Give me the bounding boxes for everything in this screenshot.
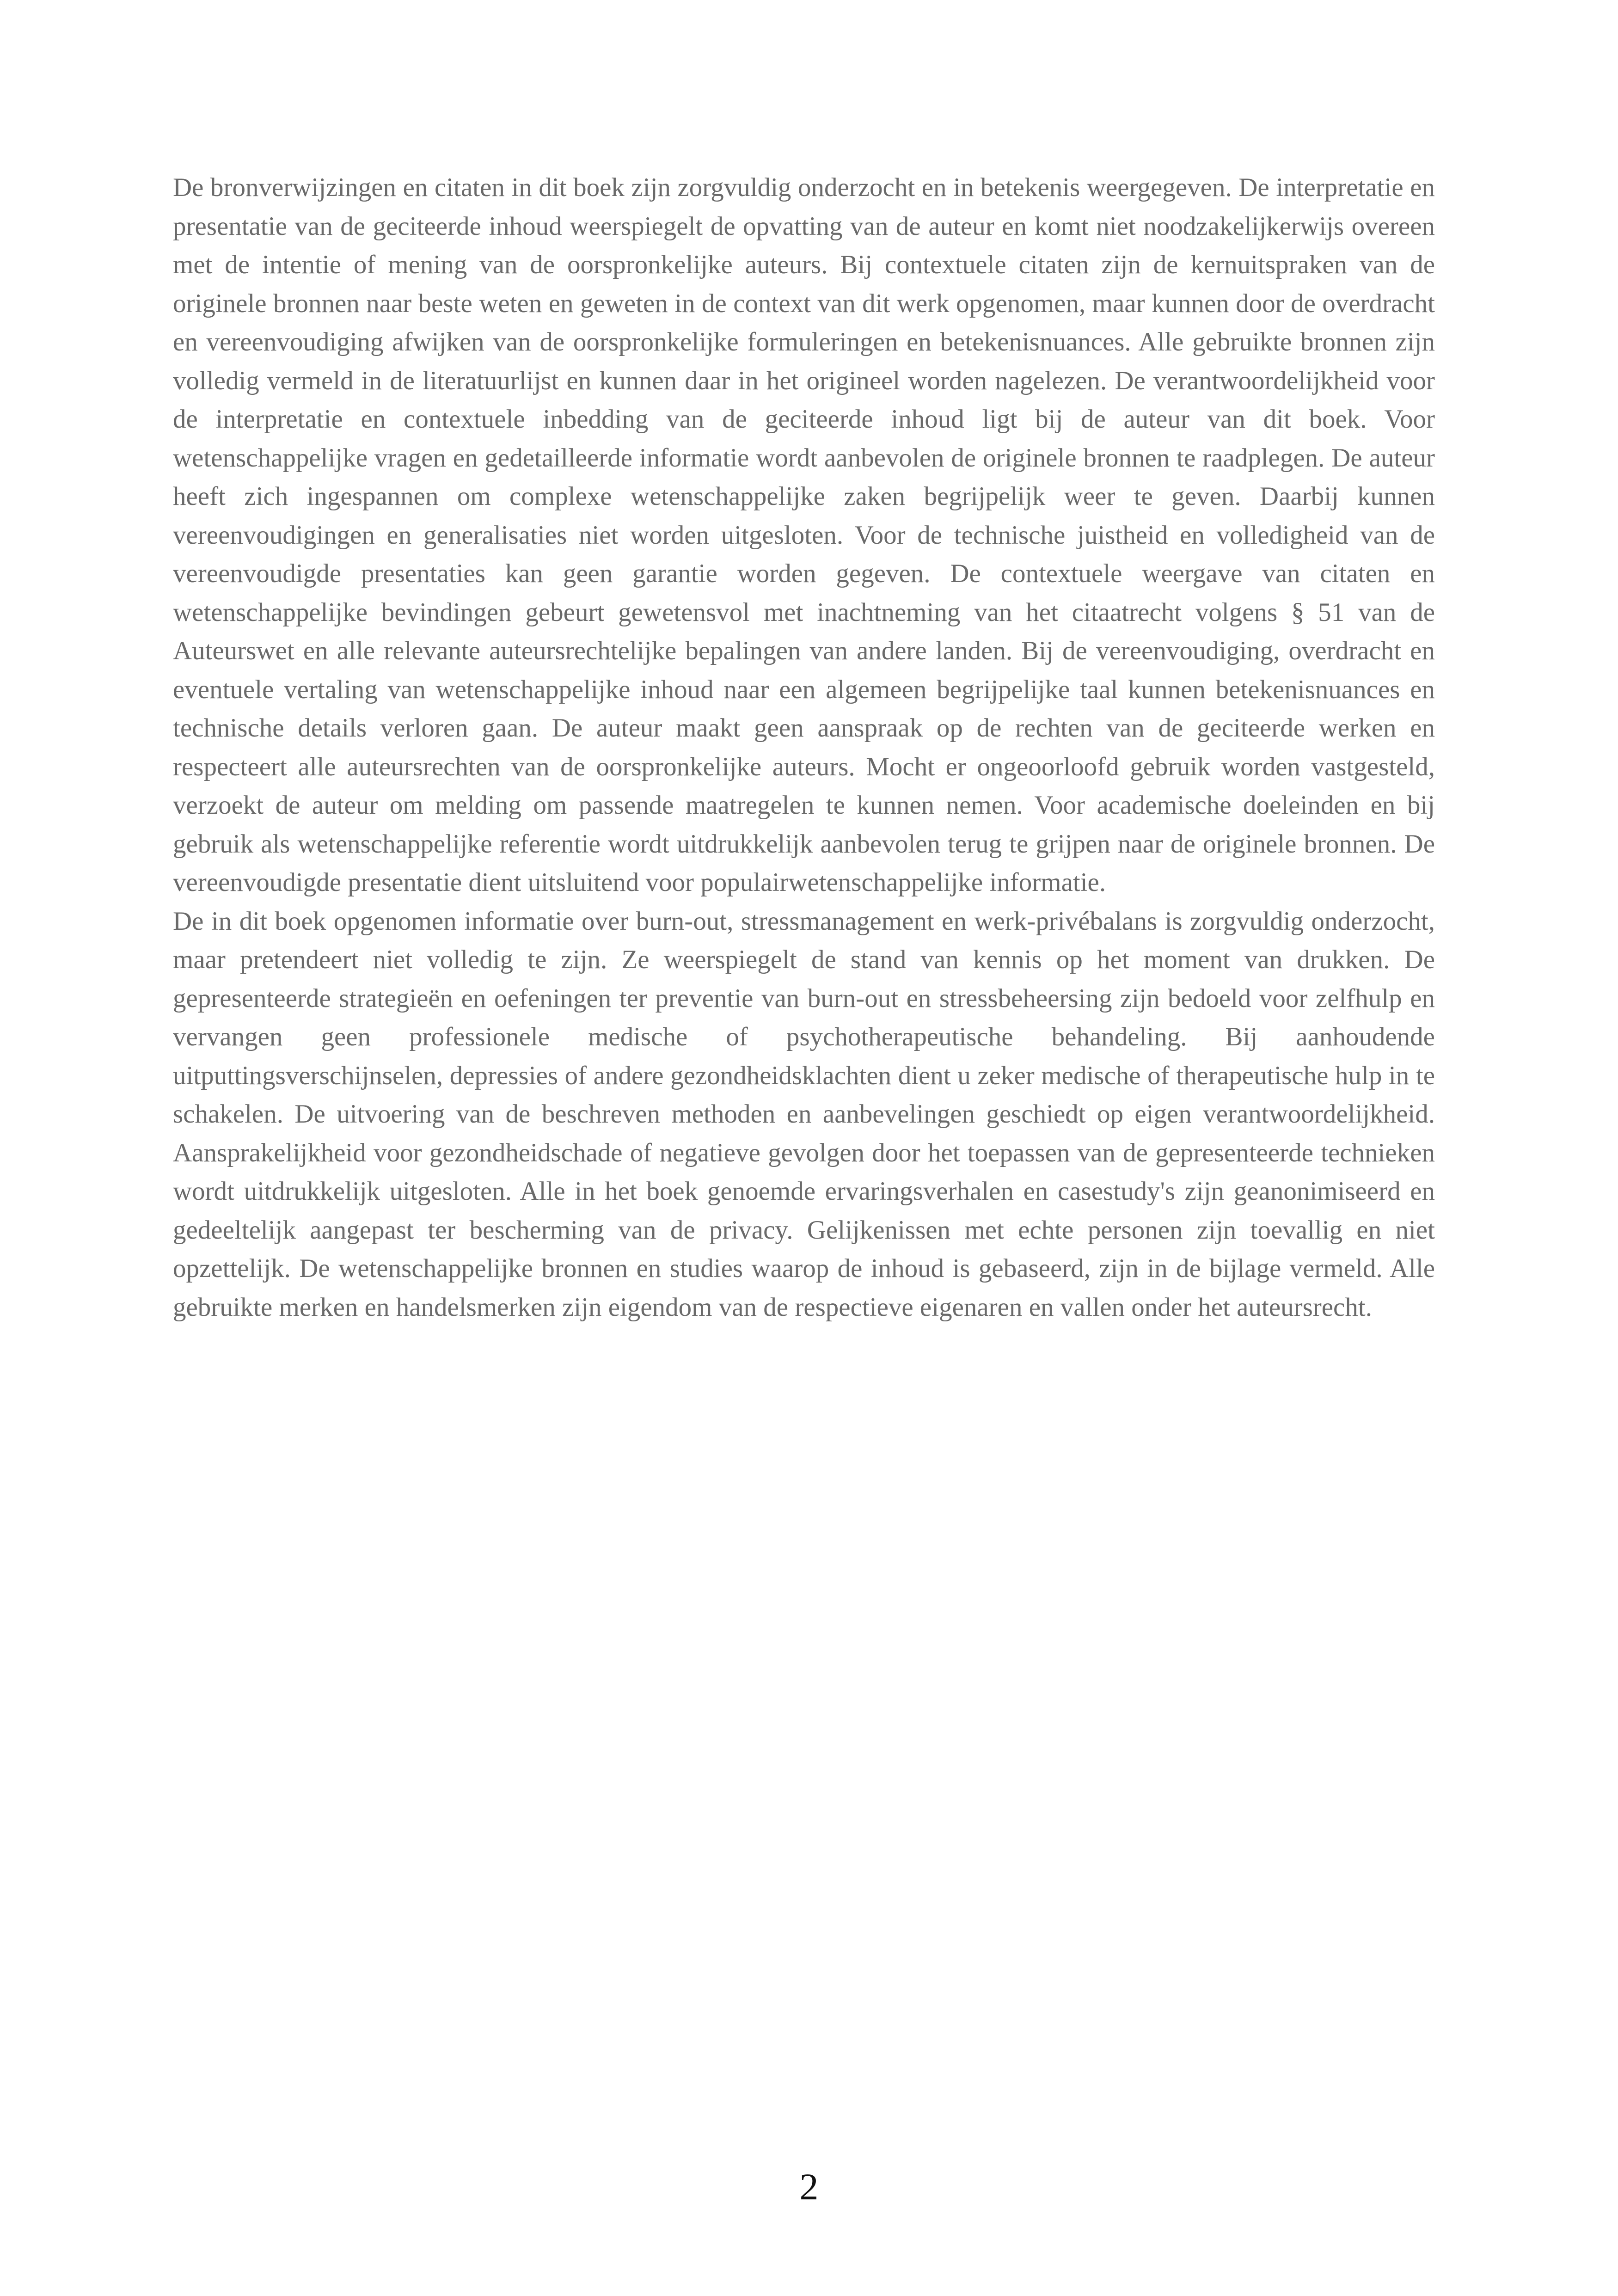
disclaimer-text-block [173, 168, 1435, 1326]
disclaimer-paragraph-health: De in dit boek opgenomen informatie over burn-out, stressmanagement en werk-privébalans is zorgvuldig onderzocht, maar pretendeert niet volledig te zijn. Ze weerspiegelt de stand van kennis op het moment van drukken. De gepresenteerde strategieën en oefeningen ter preventie van burn-out en stressbeheersing zijn bedoeld voor zelfhulp en vervangen geen professionele medische of psychotherapeutische behandeling. Bij aanhoudende uitputtingsverschijnselen, depressies of andere gezondheidsklachten dient u zeker medische of therapeutische hulp in te schakelen. De uitvoering van de beschreven methoden en aanbevelingen geschiedt op eigen verantwoordelijkheid. Aansprakelijkheid voor gezondheidschade of negatieve gevolgen door het toepassen van de gepresenteerde technieken wordt uitdrukkelijk uitgesloten. Alle in het boek genoemde ervaringsverhalen en casestudy's zijn geanonimiseerd en gedeeltelijk aangepast ter bescherming van de privacy. Gelijkenissen met echte personen zijn toevallig en niet opzettelijk. De wetenschappelijke bronnen en studies waarop de inhoud is gebaseerd, zijn in de bijlage vermeld. Alle gebruikte merken en handelsmerken zijn eigendom van de respectieve eigenaren en vallen onder het auteursrecht. [173, 906, 1435, 1322]
disclaimer-paragraph-sources: De bronverwijzingen en citaten in dit boek zijn zorgvuldig onderzocht en in betekenis weergegeven. De interpretatie en presentatie van de geciteerde inhoud weerspiegelt de opvatting van de auteur en komt niet noodzakelijkerwijs overeen met de intentie of mening van de oorspronkelijke auteurs. Bij contextuele citaten zijn de kernuitspraken van de originele bronnen naar beste weten en geweten in de context van dit werk opgenomen, maar kunnen door de overdracht en vereenvoudiging afwijken van de oorspronkelijke formuleringen en betekenisnuances. Alle gebruikte bronnen zijn volledig vermeld in de literatuurlijst en kunnen daar in het origineel worden nagelezen. De verantwoordelijkheid voor de interpretatie en contextuele inbedding van de geciteerde inhoud ligt bij de auteur van dit boek. Voor wetenschappelijke vragen en gedetailleerde informatie wordt aanbevolen de originele bronnen te raadplegen. De auteur heeft zich ingespannen om complexe wetenschappelijke zaken begrijpelijk weer te geven. Daarbij kunnen vereenvoudigingen en generalisaties niet worden uitgesloten. Voor de technische juistheid en volledigheid van de vereenvoudigde presentaties kan geen garantie worden gegeven. De contextuele weergave van citaten en wetenschappelijke bevindingen gebeurt gewetensvol met inachtneming van het citaatrecht volgens § 51 van de Auteurswet en alle relevante auteursrechtelijke bepalingen van andere landen. Bij de vereenvoudiging, overdracht en eventuele vertaling van wetenschappelijke inhoud naar een algemeen begrijpelijke taal kunnen betekenisnuances en technische details verloren gaan. De auteur maakt geen aanspraak op de rechten van de geciteerde werken en respecteert alle auteursrechten van de oorspronkelijke auteurs. Mocht er ongeoorloofd gebruik worden vastgesteld, verzoekt de auteur om melding om passende maatregelen te kunnen nemen. Voor academische doeleinden en bij gebruik als wetenschappelijke referentie wordt uitdrukkelijk aanbevolen terug te grijpen naar de originele bronnen. De vereenvoudigde presentatie dient uitsluitend voor populairwetenschappelijke informatie. [173, 173, 1435, 897]
page-number: 2 [799, 2166, 819, 2208]
